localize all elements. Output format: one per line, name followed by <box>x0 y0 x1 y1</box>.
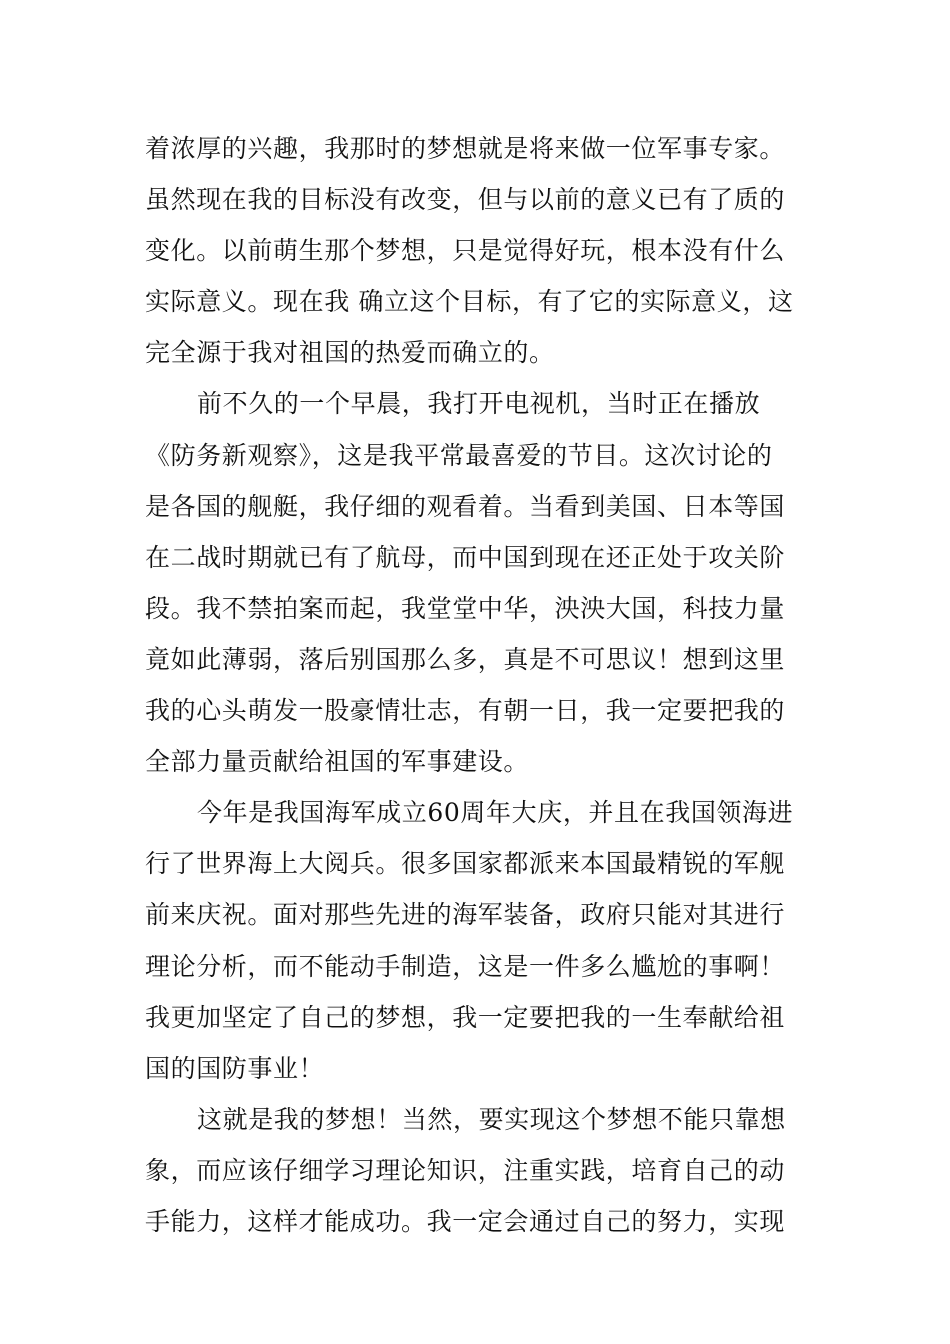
text-line: 手能力，这样才能成功。我一定会通过自己的努力，实现 <box>145 1206 786 1236</box>
text-line: 实际意义。现在我 确立这个目标，有了它的实际意义，这 <box>145 287 794 317</box>
text-line: 《防务新观察》，这是我平常最喜爱的节目。这次讨论的 <box>145 440 773 470</box>
text-line: 理论分析，而不能动手制造，这是一件多么尴尬的事啊！ <box>145 951 786 981</box>
text-line: 全部力量贡献给祖国的军事建设。 <box>145 747 530 777</box>
text-line: 象，而应该仔细学习理论知识，注重实践，培育自己的动 <box>145 1155 786 1185</box>
essay-body <box>145 123 815 1247</box>
text-line: 是各国的舰艇，我仔细的观看着。当看到美国、日本等国 <box>145 491 786 521</box>
text-line: 竟如此薄弱，落后别国那么多，真是不可思议！想到这里 <box>145 644 786 674</box>
text-line: 段。我不禁拍案而起，我堂堂中华，泱泱大国，科技力量 <box>145 593 786 623</box>
text-line: 着浓厚的兴趣，我那时的梦想就是将来做一位军事专家。 <box>145 134 786 163</box>
paragraph-first-line: 今年是我国海军成立60周年大庆，并且在我国领海进 <box>197 798 794 828</box>
text-line: 在二战时期就已有了航母，而中国到现在还正处于攻关阶 <box>145 542 786 572</box>
text-line: 我更加坚定了自己的梦想，我一定要把我的一生奉献给祖 <box>145 1002 786 1032</box>
text-line: 行了世界海上大阅兵。很多国家都派来本国最精锐的军舰 <box>145 849 786 879</box>
text-line: 变化。以前萌生那个梦想，只是觉得好玩，根本没有什么 <box>145 236 786 266</box>
text-line: 虽然现在我的目标没有改变，但与以前的意义已有了质的 <box>145 185 786 215</box>
text-line: 我的心头萌发一股豪情壮志，有朝一日，我一定要把我的 <box>145 696 786 726</box>
paragraph-first-line: 这就是我的梦想！当然，要实现这个梦想不能只靠想 <box>197 1104 786 1134</box>
text-line: 前来庆祝。面对那些先进的海军装备，政府只能对其进行 <box>145 900 786 930</box>
paragraph-first-line: 前不久的一个早晨，我打开电视机，当时正在播放 <box>197 389 761 419</box>
text-line: 国的国防事业！ <box>145 1053 325 1083</box>
text-line: 完全源于我对祖国的热爱而确立的。 <box>145 338 555 368</box>
